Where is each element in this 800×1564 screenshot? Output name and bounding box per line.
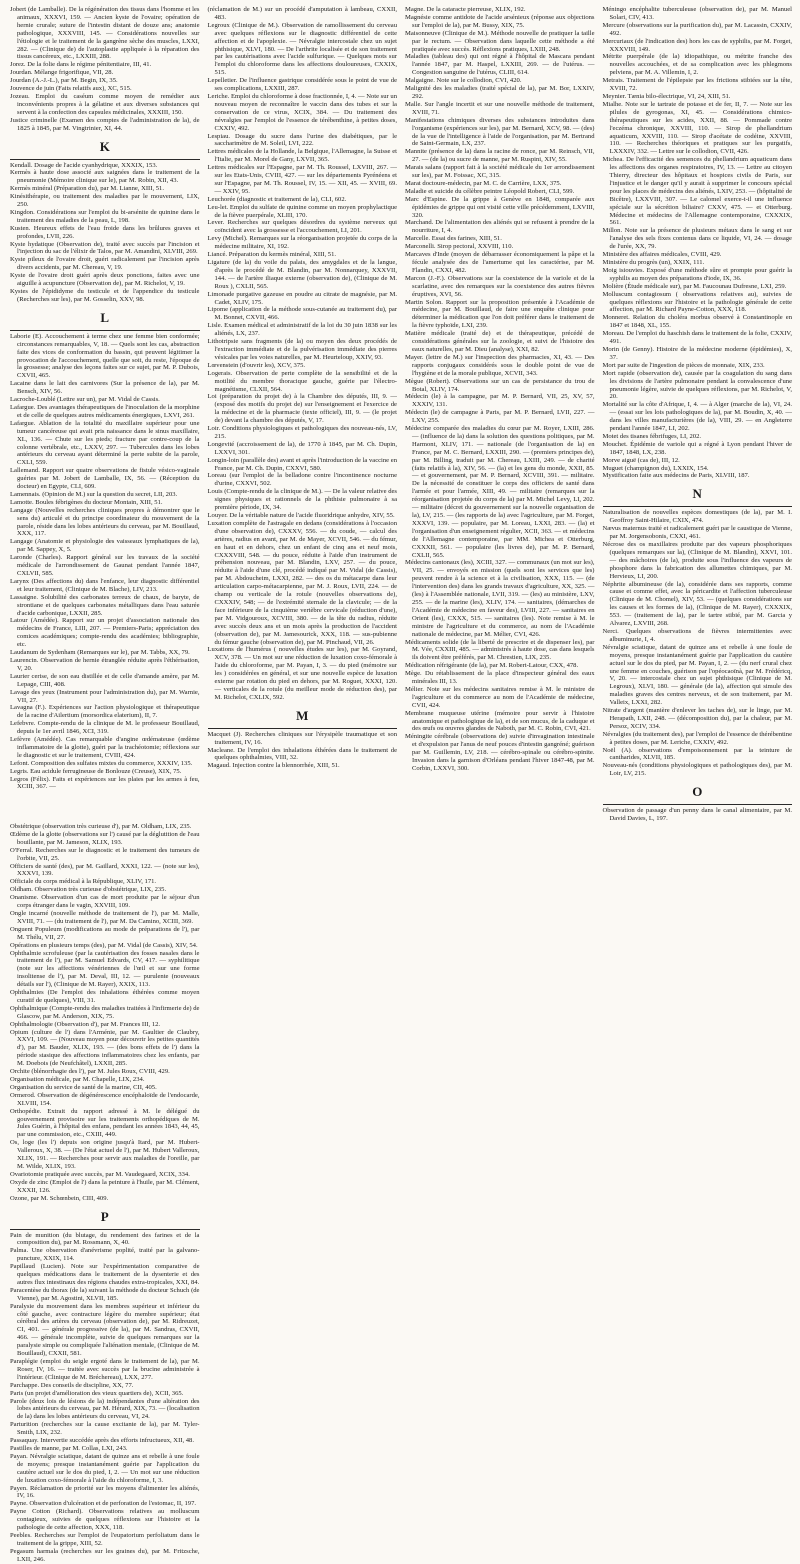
index-entry: Œdème de la glotte (observations sur l') causé par la déglutition de l'eau bouillante, par M. Jameson, XLIX, 193. [10,830,200,846]
index-entry: Marchand. De l'alimentation des aliénés qui se refusent à prendre de la nourriture, I, 4. [405,219,595,235]
index-entry: Lassaigne. Solubilité des carbonates terreux de chaux, de baryte, de strontiane et de quelques carbonates métalliques dans l'eau saturée d'acide carbonique, LXXII, 285. [10,593,200,617]
index-entry: Lithotripsie sans fragments (de la) ou moyen des deux procédés de l'extraction immédiate et de la pulvérisation immédiate des pierres vésicales par les voies naturelles, par M. Heurteloup, XXIV, 93. [207,338,397,361]
index-entry: Nitrate d'argent (manière d'enlever les taches de), sur le linge, par M. Herapath, LXII, 248. — (décomposition du), par la chaleur, par M. Persoz, XCIV, 334. [602,707,792,730]
index-entry: Mouchet. Épidémie de variole qui a régné à Lyon pendant l'hiver de 1847, 1848, LX, 238. [602,440,792,456]
index-entry: Jobert (de Lamballe). De la régénération des tissus dans l'homme et les animaux, XXXVI, 159. — Ancien kyste de l'ovaire; opération de hernie crurale; suture de l'intestin distant de douze ans; anatomie pathologique, XXXVIII, 145. — Considérations nouvelles sur l'étiologie et le traitement de la gangrène sèche des muscles, LXXI, 282. — (Clinique de) de l'autoplastie appliquée à la réparation des tissus cancéreux, etc., LXXIII, 288. [10,6,200,61]
index-entry: Longin-loin (parallèle des) avant et après l'introduction de la vaccine en France, par M. Ch. Dupin, CXXVI, 580. [207,456,397,472]
index-entry: Laborie (E). Accouchement à terme chez une femme bien conformée; circonstances remarquables, V, 18. — Quels sont les cas, abstraction faite des vices de conformation du bassin, qui peuvent légitimer la provocation de l'accouchement, quelle que soit, du reste, l'époque de la grossesse; analyse des leçons faites sur ce sujet, par M. P. Dubois, CXVII, 465. [10,332,200,380]
index-entry: Os, loge (les l') depuis son origine jusqu'à Itard, par M. Hubert-Valleroux, X, 38. — (De l'état actuel de l'), par M. Hubert Valleroux, XLIX, 191. — Recherches pour servir aux maladies de l'oreille, par M. Wilde, XLIX, 193. [10,1139,200,1170]
index-entry: Palma. Une observation d'anévrisme poplité, traité par la galvano-puncture, XXIX, 114. [10,1247,200,1263]
index-entry: Oxyde de zinc (Emploi de l') dans la peinture à l'huile, par M. Clément, XXXII, 126. [10,1178,200,1194]
index-entry: Molière (Étude médicale sur), par M. Faucounau Dufresne, LXI, 259. [602,282,787,290]
index-entry: Kendall. Dosage de l'acide cyanhydrique, XXXIX, 153. [10,161,158,169]
section-letter: N [692,486,702,502]
index-entry: Kusten. Heureux effets de l'eau froide dans les brûlures graves et profondes, LVII, 226. [10,224,200,240]
index-entry: Ormerod. Observation de dégénérescence encéphaloïde de l'endocarde, XLVIII, 154. [10,1091,200,1107]
index-entry: Orthopédie. Extrait du rapport adressé à M. le délégué du gouvernement provisoire sur les traitements orthopédiques de M. Jules Guérin, à l'hôpital des enfans, pendant les années 1843, 44, 45, par une commission, etc., CXIII, 449. [10,1107,200,1139]
index-entry: Moreau. De l'emploi du haschish dans le traitement de la folie, CXXIV, 491. [602,330,792,346]
index-entry: O'Ferral. Recherches sur le diagnostic et le traitement des tumeurs de l'orbite, VII, 25. [10,846,200,862]
index-entry: Jourdan (A.-J.-L.), par M. Begin, IX, 35. [10,77,118,85]
index-entry: Onguent Populeum (modifications au mode de préparations de l'), par M. Thélu, VII, 27. [10,925,200,941]
index-entry: Médecins cantonaux (les), XCIII, 327. — communaux (un mot sur les), VII, 25. — envoyés en mission (quels sont les services que les) peuvent rendre à la science et à la civilisation, XXX, 115. — (de l'intervention des) dans les grands travaux d'agriculture, XX, 325. — (les) à l'Assemblée nationale, LVII, 319. — (les) au ministère, LXV, 255. — de la marine (les), XLIV, 174. — sanitaires, (démarches de l'Académie de médecine en faveur des), LVIII, 227. — sanitaires en Orient (les), CXXX, 515. — sanitaires (les). Note remise à M. le ministre de l'agriculture et du commerce, au nom de l'Académie nationale de médecine, par M. Mélier, CVI, 426. [405,559,595,638]
index-entry: Médecin (le) à la campagne, par M. P. Bernard, VII, 25, XV, 57, XXXIV, 131. [405,393,595,409]
index-entry: Luxation complète de l'astragale en dedans (considérations à l'occasion d'une observation de), CXXXV, 556. — du coude, — calcul des artères, radius en avant, par M. de Mayer, XCVII, 546. — du fémur, en haut et en dehors, chez un enfant de cinq ans et neuf mois, CXXXVIII, 548. — du pouce, réduite à l'aide d'un instrument de préhension nouveau, par M. Blandin, LXV, 257. — du pouce, réduite à l'aide d'une clé, procédé indiqué par M. Vidal (de Cassis), par M. Abdoucheim, LXXI, 282. — des os du métacarpe dans leur articulation carpo-métacarpienne, par M. J. Roux, LVII, 224. — de champ ou verticale de la rotule (nouvelles observations de), CXXXIV, 548; — de l'extrémité sternale de la clavicule; — de la face inférieure de la cinquième vertèbre cervicale (réduction d'une), par M. Vidgouroux, XCVIII, 380. — de la tête du radius, réduite avec succès deux ans et un mois après la production de l'accident (observation de), par M. Jamesourick, XXX, 118. — sus-pubienne du fémur gauche (observation de), par M. Pinchaud, VII, 26. [207,519,397,646]
index-entry: Laurencin. Observation de hernie étranglée réduite après l'éthérisation, V, 20. [10,656,200,672]
index-entry: Métrite puerpérale (de la) idiopathique, ou métrite franche des nouvelles accouchées, et de sa complication avec les phlegmons pelviens, par M. A. Villemin, I, 2. [602,53,792,77]
index-entry: Lisle. Examen médical et administratif de la loi du 30 juin 1838 sur les aliénés, LX, 237. [207,322,397,338]
index-entry: Kyste pileux de l'ovaire droit, guéri radicalement par l'incision après divers accidents, par M. Chereau, V, 19. [10,256,200,272]
index-entry: Médicaments solide (de la liberté de prescrire et de dispenser les), par M. Vée, CXXIII, 485. — administrés à haute dose, cas dans lesquels ils doivent être préférés, par M. Chrestien, LIX, 235. [405,638,595,662]
index-columns [10,6,792,1563]
index-entry: Liancé. Préparation du kermès minéral, XIII, 51. [207,251,337,259]
index-entry: Médecin (le) de campagne à Paris, par M. P. Bernard, LVII, 227. — LXV, 255. [405,409,595,425]
index-entry: Macquet (J). Recherches cliniques sur l'érysipèle traumatique et son traitement, IV, 16. [207,730,397,746]
index-entry: Limonade purgative gazeuse en poudre au citrate de magnésie, par M. Cadet, XLIV, 175. [207,290,397,306]
index-entry: Névralgie sciatique, datant de quinze ans et rebelle à une foule de moyens, presque instantanément guérie par l'application du cautère actuel sur le dos du pied, par M. Payan, I, 2. — (du nerf crural chez une femme en couches, guérison par l'opéocaoïnà, par M. Frédéricq, V, 20. — intercostale chez un sujet phthisique (Clinique de M. Legroux), XLVI, 180. — générale (de la), affection qui simule des maladies graves des centres nerveux, et de son traitement, par M. Valleix, LXXI, 282. [602,643,792,707]
index-entry: Paracentèse du thorax (de la) suivant la méthode du docteur Schuch (de Vienne), par M. Agostini, XLVII, 185. [10,1286,200,1302]
index-entry: Organisation du service de santé de la marine, CII, 405. [10,1083,157,1091]
index-entry: Méningite cérébrale (observations de) suivie d'invagination intestinale et d'expulsion par l'anus de neuf pouces d'intestin gangréné; guérison par M. Guillemin, LV, 218. — cérébro-spinale ou cérébro-spinite. Invasion dans la garnison d'Orléans pendant l'hiver 1847-48, par M. Corbin, LXXVI, 300. [405,733,595,772]
index-entry: Médecine comparée des maladies du cœur par M. Royer, LXIII, 286. — (influence de la) dans la solution des questions politiques, par M. Harmont, XLIV, 171. — nationale (de l'organisation de la) en France, par M. C. Bernard, LXXIII, 290. — (premiers principes de), par M. Billing, traduit par M. Chereau, LXIII, 249. — de charité (faits relatifs à la), XIV, 56. — (la) et les gens du monde, XXII, 85. — et gouvernement, par M. P. Bernard, XCVIII, 391. — militaire. De la nécessité de constituer le corps des officiers de santé dans l'armée et pour l'armée, XIII, 49. — militaire (remarques sur la réorganisation projetée du corps de la) par M. Michel Levy, LI, 202. — militaire (décret du gouvernement sur la nouvelle organisation de la), LV, 215. — (les rapports de la) avec l'agriculture, par M. Forget, XXXVI, 139. — populaire, par M. Loreau, LXXI, 283. — (la) et l'organisation d'un enseignement régulier, XCII, 363. — et médecins de l'Allemagne contemporaine, par MM. Michea et Otterburg, CXXXII, 561. — populaire (les livres de), par M. P. Bernard, CXLII, 565. [405,425,595,559]
section-rule [208,728,398,729]
index-entry: Lever. Recherches sur quelques désordres du système nerveux qui coïncident avec la grossesse et l'accouchement, LI, 201. [207,219,397,235]
index-entry: Lacaine dans le lait des carnivores (Sur la présence de la), par M. Bensch, XIV, 56. [10,380,200,396]
index-entry: Paralysie du mouvement dans les membres supérieur et inférieur du côté gauche, avec contracture légère du membre supérieur; état cérébral des artères du cerveau (observation de), par M. Ridreuzet, CI, 401. — générale progressive (de la), par M. Sandras, CXVII, 466. — générale incomplète, suivie de quelques remarques sur la paralysie simple ou compliquée l'aliénation mentale, (Clinique de M. Bouillaud), CXXII, 581. [10,1302,200,1358]
index-entry: Malgaigne. Note sur le collodion, CVI, 420. [405,77,522,85]
index-entry: Mercure (observations sur la purification du), par M. Lacassin, CXXIV, 492. [602,21,792,37]
index-entry: Louyer. De la véritable nature de l'acide fluoridrique anhydre, XIV, 55. [207,512,395,519]
index-entry: Lettres médicales sur l'Espagne, par M. Th. Roussel, LXVIII, 267. — sur les Etats-Unis, CVIII, 427. — sur les départements Pyrénéens et sur l'Espagne, par M. Th. Roussel, IV, 15. — XII, 45. — XVIII, 69. — XXIV, 95. [207,164,397,195]
index-entry: Jouvence de juin (Faits relatifs aux), XC, 515. [10,85,132,93]
index-entry: Lacroche-Loublé (Lettre sur un), par M. Vidal de Cassis. [10,396,160,404]
index-entry: Marconelli. Sirop pectoral, XXVIII, 110. [405,243,514,251]
index-entry: Motet des tisanes fébrifuges, LI, 202. [602,432,702,440]
section-rule [603,804,793,805]
index-entry: Mort par suite de l'ingestion de pièces de monnaie, XIX, 233. [602,361,765,369]
index-entry: Langage (Nouvelles recherches cliniques propres à démontrer que le sens du) articulé et du principe coordinateur du mouvement de la parole, réside dans les lobes antérieurs du cerveau, par M. Bouillaud, XXX, 117. [10,506,200,538]
index-column-3 [405,6,595,823]
index-entry: Lipome (application de la méthode sous-cutanée au traitement du), par M. Bonnet, CXVII, 466. [207,306,397,322]
index-column-1 [10,6,200,823]
index-entry: Lefont. Composition des sulfates mixtes du commerce, XXXIV, 135. [10,759,193,767]
index-entry: Lettres médicales de la Hollande, la Belgique, l'Allemagne, la Suisse et l'Italie, par M. Morel de Gany, LXVII, 365. [207,148,397,164]
index-entry: Jourdan. Mélange frigorifique, VII, 28. [10,69,114,77]
index-entry: Moig isiouvies. Exposé d'une méthode sûre et prompte pour guérir la syphilis au moyen des préparations d'iode, IX, 36. [602,266,792,282]
index-entry: Marat doctoure-médecin, par M. C. de Carrière, LXX, 375. [405,179,562,187]
index-entry: Lafargue. Des avantages thérapeutiques de l'inoculation de la morphine et de celle de quelques autres médicaments énergiques, LXVI, 261. [10,403,200,419]
index-entry: Passaquay. Intervertie succédée après des efforts infructueux, XII, 48. [10,1437,195,1445]
index-entry: Molluscum contagiosum ( observations relatives au), suivies de quelques réflexions sur l'histoire et la pathologie générale de cette affection, par M. Richard Payne-Cotton, XXX, 118. [602,290,792,314]
index-entry: Lavage des yeux (Instrument pour l'administration du), par M. Warnie, VII, 27. [10,688,200,704]
section-letter: P [100,1208,109,1224]
index-entry: Logerais. Observation de perte complète de la sensibilité et de la motilité du membre thoracique gauche, guérie par l'électro-magnétisme, CLXII, 564. [207,369,397,393]
index-entry: Lespiau. Dosage du sucre dans l'urine des diabétiques, par le saccharimètre de M. Soleil, LVI, 222. [207,132,397,148]
index-entry: Payan. Névralgie sciatique, datant de quinze ans et rebelle à une foule de moyens; presque instantanément guérie par l'application du cautère actuel sur le dos du pied, I, 2. — Un mot sur une réduction de luxation coxo-fémorale à l'aide du chloroforme, I, 3. [10,1452,200,1484]
index-entry: Observation de passage d'un penny dans le canal alimentaire, par M. David Davies, L, 197. [602,807,792,823]
index-entry: (réclamation de M.) sur un procédé d'amputation à lambeau, CXXII, 483. [207,6,397,21]
index-entry: Pastilles de manne, par M. Collas, LXI, 243. [10,1444,128,1452]
index-entry: Pain de munition (du blutage, du rendement des farines et de la composition du), par M. Rossmann, X, 40. [10,1231,200,1247]
index-entry: Méningo encéphalite tuberculeuse (observation de), par M. Manuel Solari, CIV, 413. [602,6,792,21]
index-entry: Loi (préparation du projet de) à la Chambre des députés, III, 9. — (exposé des motifs du projet de) sur l'enseignement et l'exercice de la médecine et de la pharmacie (texte officiel), III, 9. — (le projet de) devant la chambre des députés, V, 17. [207,393,397,425]
index-entry: Kyste de l'ovaire droit guéri après deux ponctions, faites avec une aiguille à acupuncture (Observation de), par M. Richelot, V, 19. [10,272,200,288]
index-entry: Marcelle. Essai des farines, XIII, 51. [405,235,502,243]
index-entry: Parchappe. Des conseils de discipline, XX, 77. [10,1381,134,1389]
index-entry: Ongle incarné (nouvelle méthode de traitement de l'), par M. Malle, XVIII, 71. — (du traitement de l'), par M. Da Camino, XCIII, 369. [10,909,200,925]
index-entry: Officiale du corps médical à la République, XLIV, 171. [10,878,157,886]
index-entry: Justice criminelle (Examen des comptes de l'administration de la), de 1825 à 1845, par M. Vingtrinier, XI, 44. [10,116,200,132]
index-entry: Magaud. Injection contre la blennorrhée, XIII, 51. [207,762,340,770]
index-entry: Larynx (Des affections du) dans l'enfance, leur diagnostic différentiel et leur traitement, (Clinique de M. Blache), LIV, 213. [10,577,200,593]
index-entry: Organisation médicale, par M. Chapelle, LIX, 234. [10,1076,145,1083]
index-entry: Longevité (accroissement de la), de 1770 à 1845, par M. Ch. Dupin, LXXVI, 301. [207,440,397,456]
index-column-2 [208,6,398,823]
index-entry: Ministère du progrès (un), XXIX, 111. [602,259,705,266]
index-entry: Ligature (de la) du voile du palais, des amygdales et de la langue, d'après le procédé de M. Blandin, par M. Nonnarquey, XXXVII, 144. — de l'artère iliaque externe (observation de), (Clinique de M. Roux ), CXLII, 565. [207,259,397,290]
index-entry: Kermès à haute dose associé aux saignées dans le traitement de la pneumonie (Mémoire clinique sur le), par M. Robin, XII, 43. [10,169,200,185]
index-entry: Laudanum de Sydenham (Remarques sur le), par M. Tabbs, XX, 79. [10,649,190,657]
index-entry: Papillaud (Lucien). Note sur l'expérimentation comparative de quelques médications dans le traitement de la dysenterie et des autres flux intestinaux des régions chaudes extra-tropicales, XXI, 84. [10,1263,200,1286]
index-entry: Paraplégie (emploi du seigle ergoté dans le traitement de la), par M. Roser, IV, 16. — traitée avec succès par la brucine administrée à l'intérieur. (Clinique de M. Bréchereau), LXX, 277. [10,1358,200,1381]
index-entry: Ozone, par M. Schœnbein, CIII, 409. [10,1194,109,1202]
section-letter: L [100,309,110,325]
index-entry: Mannite (présence de la) dans la racine de ronce, par M. Reinsch, VII, 27. — (de la) ou sucre de manne, par M. Ruspini, XIV, 55. [405,148,595,164]
section-letter: O [692,784,703,800]
index-entry: Metrais. Traitement de l'épilepsie par les frictions stibiées sur la tête, XVIII, 72. [602,77,792,93]
index-entry: Lavagna (F.). Expériences sur l'action physiologique et thérapeutique de la racine d'Ailertium (morsordica elaterium), II, 7. [10,704,200,720]
index-entry: Kystes de l'épididyme du testicule et de l'appendice du testicule (Recherches sur les), par M. Gosselin, XXV, 98. [10,288,200,303]
index-entry: Lallemand. Rapport sur quatre observations de fistule vésico-vaginale guéries par M. Jobert de Lamballe, IX, 56. — (Réception du docteur) en Egypte, CLI, 609. [10,467,200,491]
index-entry: Onanisme. Observation d'un cas de mort produite par le séjour d'un corps étranger dans le vagin, XXVIII, 109. [10,894,200,910]
index-entry: Kyste hydatique (Observation de), traité avec succès par l'incision et l'injection du sac de l'élixir de Talos, par M. Amandini, XLVIII, 269. [10,240,200,256]
index-entry: Opérations en plusieurs temps (des), par M. Vidal (de Cassis), XIV, 54. [10,941,198,949]
index-entry: Martin Solon. Rapport sur la proposition présentée à l'Académie de médecine, par M. Bouillaud, de faire une enquête clinique pour déterminer la médication que l'on doit préférer dans le traitement de la fièvre typhoïde, LXI, 239. [405,298,595,330]
index-entry: Payen. Réclamation de priorité sur les moyens d'alimenter les aliénés, IV, 16. [10,1484,200,1500]
index-entry: Loir. Conditions physiologiques et pathologiques des nouveau-nés, LV, 215. [207,425,397,440]
index-entry: Maisonneuve (Clinique de M.). Méthode nouvelle de pratiquer la taille par le rectum. — Observation dans laquelle cette méthode a été pratiquée avec succès. Réflexions pratiques, LXIII, 248. [405,29,595,53]
index-entry: Névralgies (du traitement des), par l'emploi de l'essence de thérébentine à petites doses, par M. Leriche, CXXIV, 492. [602,730,792,746]
index-entry: Orchite (blénorrhagie des l'), par M. Jules Roux, CVIII, 429. [10,1068,170,1076]
index-entry: Nouveau-nés (conditions physiologiques et pathologiques des), par M. Loir, LV, 215. [602,762,792,778]
index-entry: Mercuriaux (de l'indication des) hors les cas de syphilis, par M. Forget, XXXVIII, 149. [602,37,792,53]
index-entry: Leriche. Emploi du chloroforme à dose fractionnée, I, 4. — Note sur un nouveau moyen de reconnaître le vaccin dans des tubes et sur la conservation de ce virus, XCIX, 384. — Du traitement des névralgies par l'emploi de l'essence de térébenthine, à petites doses, CXXIV, 492. [207,92,397,132]
index-entry: Marcaves d'Inde (moyen de débarrasser économiquement la pâpe et la fécule analysée des de l'amertume qui les caractérise, par M. Flandin, CXXI, 482. [405,251,595,274]
index-entry: Mort rapide (observation de), causée par la coagulation du sang dans les divisions de l'artère pulmonaire pendant la convalescence d'une pneumonie légère, suivie de quelques réflexions, par M. Richelot, V, 20. [602,369,792,401]
index-entry: Lœvenstein (d'ouvrir les), XCV, 375. [207,361,306,369]
index-entry: Kingdon. Considérations sur l'emploi du bi-arsénite de quinine dans le traitement des maladies de la peau, L, 198. [10,208,200,224]
index-entry: Lefèvre (Amédée). Cas remarquable d'angine œdémateuse (œdème inflammatoire de la glotte), guéri par la trachéotomie; réflexions sur le diagnostic et sur le traitement, CVIII, 424. [10,736,200,759]
index-entry: Meynier. Tænia bilo-électrique, VI, 24, XIII, 51. [602,92,731,100]
index-entry: Morve aiguë (cas de), III, 12. [602,456,680,464]
index-entry: Marc d'Espine. De la grippe à Genève en 1848, comparée aux épidémies de grippe qui ont visité cette ville précédemment, LXVIII, 320. [405,195,595,219]
index-entry: Mègue (Robert). Observations sur un cas de persistance du trou de Botal, XLIV, 174. [405,377,595,393]
index-entry: Kinésithérapie, ou traitement des maladies par le mouvement, LIX, 250. [10,193,200,209]
index-entry: Ministère des affaires médicales, CVIII, 429. [602,251,722,259]
index-entry: Mialhe. Note sur le tartrate de potasse et de fer, II, 7. — Note sur les pilules de gyrogonas, XI, 45. — Considérations chimico-thérapeutiques sur les acides, XXII, 88. — Pommade contre l'eczéma chronique, XXVIII, 110. — Sirop de phellandrium aquaticum, XXVIII, 110. — Sirop d'acétate de codéine, XXVIII, 110. — Recherches théoriques et pratiques sur les purgatifs, LXXXIV, 332. — Lettre sur le collodion, CVII, 426. [602,100,792,156]
index-entry: Payne. Observation d'ulcération et de perforation de l'estomac, II, 197. [10,1500,197,1508]
section-rule [10,159,200,160]
index-entry: Mayer. (lettre de M.) sur l'inspection des pharmacies, XI, 43. — Des rapports conjugaux considérés sous le double point de vue de l'hygiène et de la morale publique, XCVII, 343. [405,353,595,377]
index-entry: Marais salans (rapport fait à la société médicale du 1er arrondissement sur les), par M. Foissac, XC, 315. [405,164,595,180]
index-entry: Lafargue. Ablation de la totalité du maxillaire supérieur pour une tumeur cancéreuse qui avait pris naissance dans le sinus maxillaire, XL, 136. — Chute sur les pieds; fracture par contre-coup de la colonne vertébrale, etc., LXXV, 297. — Tubercules dans les lobes antérieurs du cerveau ayant déterminé la perte subite de la parole, CXLI, 559. [10,419,200,467]
section-rule [10,1229,200,1230]
index-entry: Noël (A). observations d'empoisonnement par la teinture de cantharides, XLVII, 185. [602,746,792,762]
index-entry: Parturition (recherches sur la cause excitante de la), par M. Tyler-Smith, LIX, 232. [10,1421,200,1437]
index-entry: Mège. Du rétablissement de la place d'inspecteur général des eaux minérales III, 13. [405,670,595,686]
index-entry: Luxations de l'humérus ( nouvelles études sur les), par M. Goyrand, XCV, 378. — Un mot sur une réduction de luxation coxo-fémorale à l'aide du chloroforme, par M. Payan, I, 3. — du pied (mémoire sur les ) considérées en général, et sur une nouvelle espèce de luxation externe par rotation du pied en dehors, par M. Roguet, XXXI, 120. — verticales de la rotule (du meilleur mode de réduction des), par M. Richelot, CXLIX, 592. [207,646,397,701]
index-entry: Michea. De l'efficacité des semences du phellandrium aquaticum dans les affections des organes respiratoires, IV, 13. — Lettre au citoyen Thierry, directeur des hôpitaux et hospices civils de Paris, sur l'injustice et le danger qu'il y aurait à supprimer le concours spécial pour les places de médecins des aliénés, LXIV, 253. — (hôpitalité de Bicêtre), LXXVIII, 307. — Le calomel exerce-t-il une influence spéciale sur la sécrétion biliaire? CXXV, 475. — et Otterburg. Médecine et médecins de l'Allemagne contemporaine, CXXXIX, 561. [602,156,792,227]
index-entry: Muguet (champignon du), LXXIX, 154. [602,464,709,472]
index-column-5 [10,823,200,1564]
index-entry: Néphrite albumineuse (de la), considérée dans ses rapports, comme cause et comme effet, avec la péricardite et l'affection tuberculeuse (Clinique de M. Chomel), XIV, 53. — (quelques considérations sur les causes et les formes de la), (Clinique de M. Rayer), CXXXIX, 553. — (traitement de la), par le tartre stibié, par M. Garcia y Alvarez, LXVIII, 268. [602,580,792,628]
index-entry: Leuchorée (diagnostic et traitement de la), CLI, 602. [207,195,347,203]
index-entry: Lamennais. (Opinion de M.) sur la question du secret, LII, 203. [10,490,178,498]
index-entry: Pegasum harmala (recherches sur les graines du), par M. Fritzsche, LXII, 246. [10,1547,200,1563]
index-entry: Laurier cerise, de son eau distillée et de celle d'amande amère, par M. Lepage, CIII, 408. [10,672,200,688]
index-entry: Monneret. Relation du choléra morbus observé à Constantinople en 1847 et 1848, XL, 155. [602,314,792,330]
index-entry: Lefebvre. Compte-rendu de la clinique de M. le professeur Bouillaud, depuis le 1er avril 1846, XCI, 319. [10,720,200,736]
index-entry: Lamotte. Boules fébrigènes du docteur Montain, XIII, 51. [10,498,163,506]
index-entry: Kermès minéral (Préparation du), par M. Lianne, XIII, 51. [10,185,164,193]
index-entry: Médication réfrigérante (de la), par M. Robert-Latour, CXX, 478. [405,662,579,670]
index-entry: Latour (Amédée). Rapport sur un projet d'association nationale des médecins de France, LIII, 207. — Premiers-Paris; appréciation des comices académiques; compte-rendu des académies; bibliographie, etc. [10,617,200,649]
section-rule [10,330,200,331]
index-entry: Ophthalmologie (Observation d'), par M. Frances III, 12. [10,1020,161,1028]
index-entry: Ophthalmie scrofuleuse (par la cautérisation des fosses nasales dans le traitement de l'), par M. Samuel Edvards, CV, 417. — syphilitique (note sur les affections vénériennes de l'œil et sur une forme insolitense de l'), par M. Deval, III, 12. — purulente (nouveaux détails sur l'), (Clinique de M. Rayer), XXIX, 113. [10,949,200,989]
index-entry: Lepelletier. De l'influence gastrique considérée sous le point de vue de ses complications, LXXIII, 287. [207,77,397,93]
index-entry: Jorez. De la folie dans le régime pénitentiaire, III, 41. [10,61,152,69]
index-entry: Maladies (tableau des) qui ont régné à l'hôpital de Mascara pendant l'année 1847, par M. Haspel, LXXIII, 269. — de l'utérus. — Congestion sanguine de l'utérus, CLIII, 614. [405,53,595,77]
index-entry: Legroux (Clinique de M.). Observation de ramollissement du cerveau avec quelques réflexions sur le diagnostic différentiel de cette affection et de l'apoplexie. — Névralgie intercostale chez un sujet phthisique, XLVI, 180. — De l'arthrite localisée et de son traitement par les cautérisations avec l'acide sulfurique. — Quelques mots sur l'emploi du chloroforme dans les affections douloureuses, CXXIX, 515. [207,21,397,77]
index-entry: Jozeau. Emploi du caséum comme moyen de remédier aux inconvénients propres à la gélatine et aux diverses substances qui servent à la confection des capsules médicinales, XXXIII, 150. [10,92,200,116]
index-entry: Maladie et suicide du célèbre peintre Léopold Robert, CLI, 599. [405,187,575,195]
index-entry: Nécrose des os maxillaires produite par des vapeurs phosphoriques (quelques remarques sur la), (Clinique de M. Blandin), XXVI, 101. — des mâchoires (de la), produite sous l'influence des vapeurs de phosphore dans la fabrication des allumettes chimiques, par M. Hervieux, LI, 200. [602,541,792,580]
index-entry: Naturalisation de nouvelles espèces domestiques (de la), par M. I. Geoffroy Saint-Hilaire, CXIX, 474. [602,509,792,525]
section-rule [603,506,793,507]
section-letter: M [296,707,309,723]
index-entry: Millon. Note sur la présence de plusieurs métaux dans le sang et sur l'analyse des sels fixes contenus dans ce liquide, VI, 24. — dosage de l'urée, XX, 79. [602,227,792,251]
index-entry: Laronde (Charles). Rapport général sur les travaux de la société médicale de l'arrondissement de Gaunat pendant l'année 1847, CXLVII, 585. [10,554,200,577]
index-column-4 [603,6,793,823]
index-entry: Macleane. De l'emploi des inhalations éthérées dans le traitement de quelques ophthalmies, VIII, 32. [207,746,397,762]
index-entry: Langage (Anatomie et physiologie des vaisseaux lymphatiques de la), par M. Sappey, X, 5. [10,538,200,554]
index-entry: Parole (deux lois de lésions de la) indépendantes d'une altération des lobes antérieurs du cerveau, par M. Hérard, XIX, 73. — (localisation de la) dans les lobes antérieurs du cerveau, VI, 24. [10,1397,200,1421]
index-entry: Morin (de Genny). Histoire de la médecine moderne (épidémies), X, 37. [602,345,792,361]
index-entry: Membrane muqueuse utérine (mémoire pour servir à l'histoire anatomique et pathologique de la), et de son mucus, de la caduque et des œufs ou œuvres glandes de Naboth, par M. C. Robin, CVI, 421. [405,709,595,733]
index-entry: Officiers de santé (des), par M. Gaillard, XXXI, 122. — (note sur les), XXXVI, 139. [10,862,200,878]
index-entry: Manifestations chimiques diverses des substances introduites dans l'organisme (expériences sur les), par M. Bernard, XCV, 98. — (des) de la vue de l'intelligence à l'aide de l'organisation, par M. Bertrand de Saint-Germain, LX, 237. [405,116,595,148]
index-entry: Loreau (sur l'emploi de la belladone contre l'incontinence nocturne d'urine, CXXVI, 502. [207,472,397,488]
index-entry: Paris (un projet d'amélioration des vieux quartiers de), XCII, 365. [10,1389,184,1397]
index-entry: Obstétrique (observation très curieuse d'), par M. Oldham, LIX, 235. [10,823,192,830]
index-entry: Legris. Eau acidule ferrugineuse de Bonlouze (Creuse), XIX, 75. [10,767,182,775]
index-entry: Opium (culture de l') dans l'Arménie, par M. Gaultier de Claubry, XXVI, 109. — (Nouveau moyen pour découvrir les petites quantités d'), par M. Bauder, XLIX, 193. — (des bons effets de l') dans la période stasique des affections inflammatoires chez les enfants, par M. Doebois (de Neufchâtel), LXXII, 285. [10,1028,200,1068]
index-entry: Malignité des les maladies (traité spécial de la), par M. Bor, LXXIV, 292. [405,85,595,100]
index-entry: Magnésie comme antidote de l'acide arsénieux (réponse aux objections sur l'emploi de la), par M. Bussy, XIX, 75. [405,13,595,29]
index-entry: Levy (Michel). Remarques sur la réorganisation projetée du corps de la médecine militaire, XI, 192. [207,235,397,251]
index-entry: Ovariotomie pratiquée avec succès, par M. Vaudegaard, XCIX, 334. [10,1170,190,1178]
section-letter: K [99,138,110,154]
index-entry: Marcon (J.-F.). Observations sur la coexistence de la variole et de la scarlatine, avec des remarques sur la coexistence des autres fièvres éruptives, XVI, 56. [405,274,595,298]
index-entry: Mélier. Note sur les médecins sanitaires remise à M. le ministre de l'agriculture et du commerce au nom de l'Académie de médecine, CVII, 424. [405,685,595,709]
index-entry: Payne Cotton (Richard). Observations relatives au molluscum contagieux, suivies de quelques réflexions sur l'histoire et la pathologie de cette affection, XXX, 118. [10,1508,200,1532]
index-entry: Matière médicale (traité de) et de thérapeutique, précédé de considérations générales sur la zoologie, et suivi de l'histoire des eaux naturelles, par M. Dieu (analyse), XXI, 82. [405,330,595,353]
index-entry: Ophthalmique (Compte-rendu des maladies traitées à l'infirmerie de) de Glascow, par M. Anderson, XIX, 75. [10,1004,200,1020]
index-entry: Nævus maternus traité et radicalement guéri par le caustique de Vienne, par M. Jorgensobonis, CXXI, 461. [602,525,792,541]
index-entry: Louis (Compte-rendu de la clinique de M.). — De la valeur relative des signes physiques et rationnels de la phthisie pulmonaire à sa première période, IX, 34. [207,488,397,512]
index-entry: Ophthalmies (De l'emploi des inhalations éthérées comme moyen curatif de quelques), VIII, 31. [10,989,200,1004]
index-entry: Magne. De la cataracte pierreuse, XLIX, 192. [405,6,526,13]
index-entry: Oldham. Observation très curieuse d'obstétrique, LIX, 235. [10,886,167,894]
index-entry: Malle. Sur l'angle incertit et sur une nouvelle méthode de traitement, XVIII, 71. [405,100,595,116]
index-entry: Mystification faite aux médecins de Paris, XLVIII, 187. [602,472,750,480]
index-entry: Peebles. Recherches sur l'emploi de l'eupatorium perfoliatum dans le traitement de la grippe, XIII, 52. [10,1531,200,1547]
index-entry: Leu-let. Emploi du sulfate de quinine comme un moyen prophylactique de la fièvre puerpérale, XLIII, 170. [207,203,397,219]
index-entry: Mortalité sur la côte d'Afrique, I, 4. — à Alger (marche de la), VI, 24. — (essai sur les lois pathologiques de la), par M. Boudin, X, 40. — dans les villes manufacturières (de la), VIII, 29. — en Angleterre pendant l'année 1847, LI, 202. [602,401,792,433]
index-entry: Nerci. Quelques observations de fièvres intermittentes avec albuminurie, I, 4. [602,627,792,643]
index-entry: Legros (Félix). Faits et expériences sur les plaies par les armes à feu, XCIII, 367. — [10,775,200,791]
